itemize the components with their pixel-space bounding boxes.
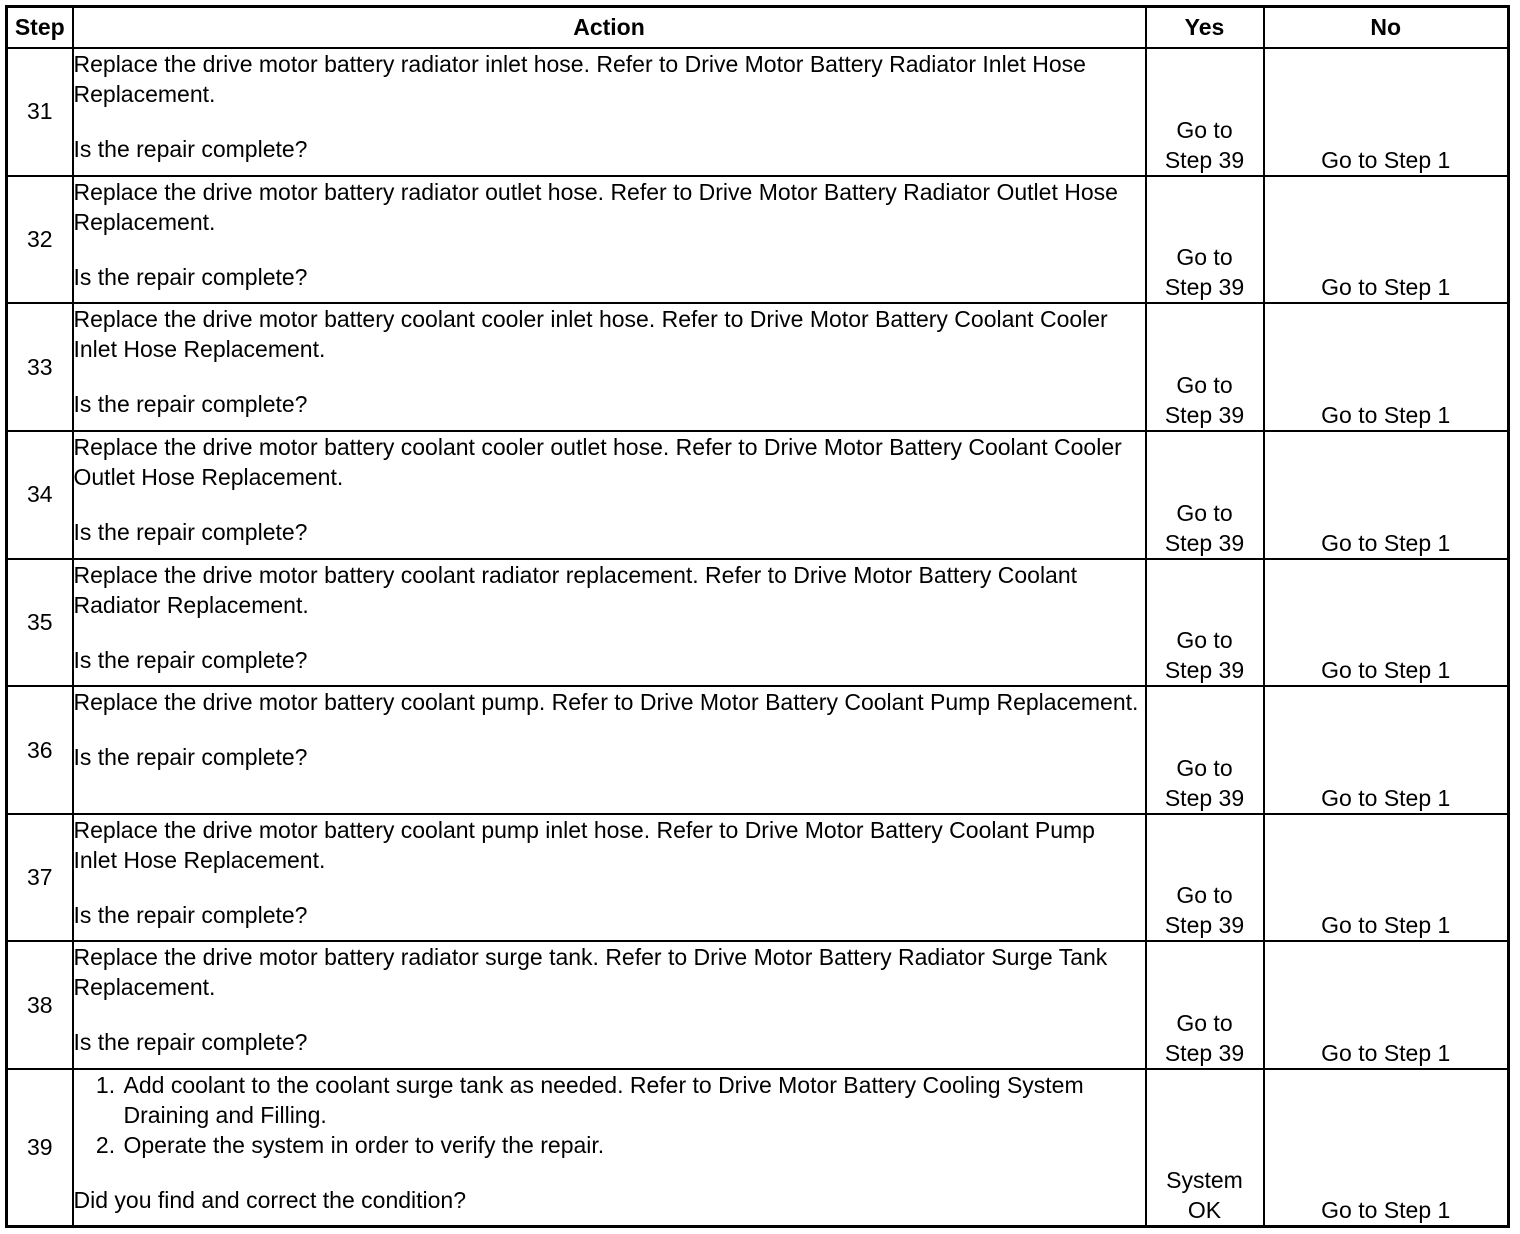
action-cell bbox=[73, 303, 1146, 431]
yes-line-1: System bbox=[1166, 1167, 1243, 1193]
yes-line-1: Go to bbox=[1176, 627, 1233, 654]
action-question: Is the repair complete? bbox=[73, 646, 308, 673]
step-number: 38 bbox=[7, 941, 73, 1069]
step-number: 31 bbox=[7, 48, 73, 176]
yes-line-2: Step 39 bbox=[1164, 146, 1245, 173]
yes-cell bbox=[1146, 1069, 1264, 1226]
table-row-final bbox=[7, 1069, 1509, 1226]
action-question: Is the repair complete? bbox=[73, 518, 308, 545]
action-question: Did you find and correct the condition? bbox=[73, 1187, 467, 1214]
action-text: Replace the drive motor battery radiator inlet hose. Refer to Drive Motor Battery Radiator Inlet Hose Replacement. bbox=[73, 51, 1086, 107]
yes-line-1: Go to bbox=[1176, 882, 1233, 909]
header-step: Step bbox=[7, 7, 73, 49]
action-question: Is the repair complete? bbox=[73, 391, 308, 418]
action-cell bbox=[73, 941, 1146, 1069]
no-cell: Go to Step 1 bbox=[1264, 814, 1509, 942]
table-row bbox=[7, 686, 1509, 814]
step-number: 37 bbox=[7, 814, 73, 942]
yes-line-2: Step 39 bbox=[1164, 912, 1245, 939]
action-text: Replace the drive motor battery coolant cooler outlet hose. Refer to Drive Motor Battery Coolant Cooler Outlet Hose Replacement. bbox=[73, 433, 1122, 490]
table-row bbox=[7, 941, 1509, 1069]
step-number: 35 bbox=[7, 559, 73, 687]
action-text: Replace the drive motor battery coolant radiator replacement. Refer to Drive Motor Battery Coolant Radiator Replacement. bbox=[73, 561, 1078, 618]
table-row bbox=[7, 176, 1509, 304]
header-row bbox=[7, 7, 1509, 49]
action-substeps bbox=[74, 1070, 1145, 1160]
yes-cell bbox=[1146, 176, 1264, 304]
header-yes: Yes bbox=[1146, 7, 1264, 49]
yes-line-2: Step 39 bbox=[1164, 529, 1245, 556]
diagnostic-table bbox=[5, 5, 1510, 1228]
yes-cell bbox=[1146, 941, 1264, 1069]
yes-line-2: OK bbox=[1187, 1197, 1222, 1223]
yes-line-1: Go to bbox=[1176, 754, 1233, 781]
yes-line-1: Go to bbox=[1176, 244, 1233, 271]
header-action: Action bbox=[73, 7, 1146, 49]
step-number: 34 bbox=[7, 431, 73, 559]
yes-cell bbox=[1146, 431, 1264, 559]
table-row bbox=[7, 814, 1509, 942]
yes-line-1: Go to bbox=[1176, 116, 1233, 143]
table-row bbox=[7, 559, 1509, 687]
no-cell: Go to Step 1 bbox=[1264, 559, 1509, 687]
action-question: Is the repair complete? bbox=[73, 1029, 308, 1056]
action-cell bbox=[73, 176, 1146, 304]
action-cell bbox=[73, 559, 1146, 687]
table-row bbox=[7, 303, 1509, 431]
yes-line-1: Go to bbox=[1176, 499, 1233, 526]
action-cell bbox=[73, 814, 1146, 942]
action-question: Is the repair complete? bbox=[73, 136, 308, 162]
yes-cell bbox=[1146, 559, 1264, 687]
yes-line-2: Step 39 bbox=[1164, 784, 1245, 811]
action-text: Replace the drive motor battery coolant pump. Refer to Drive Motor Battery Coolant Pump Replacement. bbox=[73, 689, 1139, 716]
action-cell bbox=[73, 1069, 1146, 1226]
no-cell: Go to Step 1 bbox=[1264, 303, 1509, 431]
substep-item: 2. Operate the system in order to verify the repair. bbox=[122, 1130, 1145, 1160]
no-cell: Go to Step 1 bbox=[1264, 48, 1509, 176]
no-cell: Go to Step 1 bbox=[1264, 431, 1509, 559]
yes-cell bbox=[1146, 814, 1264, 942]
no-cell: Go to Step 1 bbox=[1264, 176, 1509, 304]
no-cell: Go to Step 1 bbox=[1264, 941, 1509, 1069]
action-cell bbox=[73, 48, 1146, 176]
action-question: Is the repair complete? bbox=[73, 901, 308, 928]
action-question: Is the repair complete? bbox=[73, 263, 308, 290]
yes-line-2: Step 39 bbox=[1164, 657, 1245, 684]
action-text: Replace the drive motor battery radiator surge tank. Refer to Drive Motor Battery Radiator Surge Tank Replacement. bbox=[73, 944, 1108, 1001]
yes-line-1: Go to bbox=[1176, 371, 1233, 398]
step-number: 36 bbox=[7, 686, 73, 814]
action-cell bbox=[73, 431, 1146, 559]
action-text: Replace the drive motor battery radiator outlet hose. Refer to Drive Motor Battery Radiator Outlet Hose Replacement. bbox=[73, 178, 1118, 235]
no-cell: Go to Step 1 bbox=[1264, 686, 1509, 814]
yes-cell bbox=[1146, 686, 1264, 814]
no-cell: Go to Step 1 bbox=[1264, 1069, 1509, 1226]
step-number: 33 bbox=[7, 303, 73, 431]
yes-line-2: Step 39 bbox=[1164, 274, 1245, 301]
action-text: Replace the drive motor battery coolant pump inlet hose. Refer to Drive Motor Battery Coolant Pump Inlet Hose Replacement. bbox=[73, 816, 1095, 873]
header-no: No bbox=[1264, 7, 1509, 49]
step-number: 32 bbox=[7, 176, 73, 304]
action-question: Is the repair complete? bbox=[73, 744, 308, 771]
substep-item: 1. Add coolant to the coolant surge tank as needed. Refer to Drive Motor Battery Cooling System Draining and Filling. bbox=[122, 1070, 1145, 1130]
table-row bbox=[7, 48, 1509, 176]
yes-cell bbox=[1146, 303, 1264, 431]
yes-line-2: Step 39 bbox=[1164, 1040, 1245, 1067]
yes-line-1: Go to bbox=[1176, 1010, 1233, 1037]
table-row bbox=[7, 431, 1509, 559]
action-cell bbox=[73, 686, 1146, 814]
step-number: 39 bbox=[7, 1069, 73, 1226]
action-text: Replace the drive motor battery coolant cooler inlet hose. Refer to Drive Motor Battery Coolant Cooler Inlet Hose Replacement. bbox=[73, 306, 1108, 363]
yes-cell bbox=[1146, 48, 1264, 176]
yes-line-2: Step 39 bbox=[1164, 401, 1245, 428]
